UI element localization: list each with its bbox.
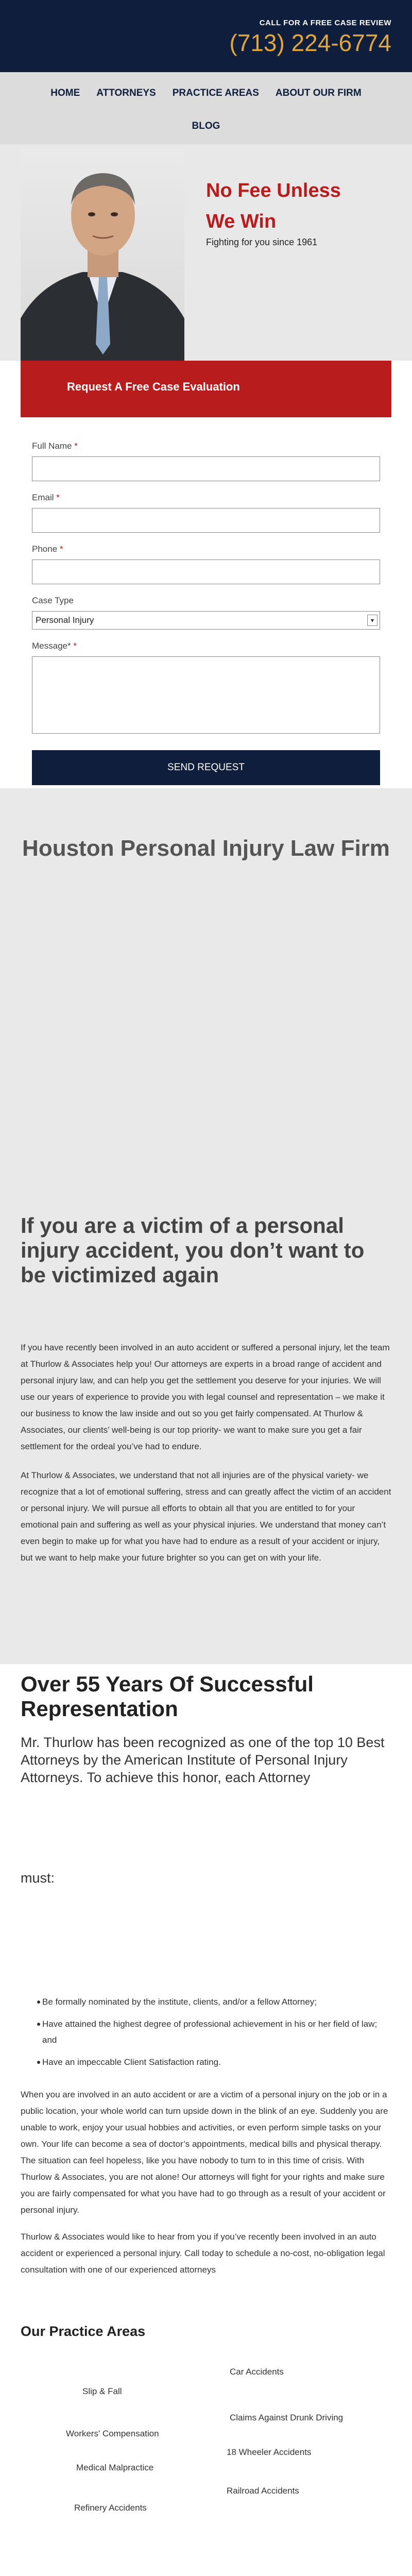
form-heading: Request A Free Case Evaluation: [21, 361, 391, 417]
free-case-review-label: CALL FOR A FREE CASE REVIEW: [259, 19, 391, 27]
practice-area-car-accidents[interactable]: Car Accidents: [230, 2367, 284, 2377]
hero-tagline: Fighting for you since 1961: [206, 237, 318, 247]
header-phone-link[interactable]: (713) 224-6774: [229, 29, 391, 56]
practice-area-slip-fall[interactable]: Slip & Fall: [82, 2386, 122, 2396]
list-item: Have attained the highest degree of professional achievement in his or her field of law; and: [21, 2016, 391, 2048]
requirements-list: [21, 1994, 391, 2076]
practice-area-18-wheeler[interactable]: 18 Wheeler Accidents: [227, 2447, 312, 2457]
attorney-portrait-image: [21, 148, 184, 361]
list-item: Have an impeccable Client Satisfaction rating.: [21, 2054, 391, 2070]
message-field[interactable]: [32, 656, 380, 734]
phone-label: Phone *: [32, 544, 63, 554]
years-intro: Mr. Thurlow has been recognized as one of the top 10 Best Attorneys by the American Institute of Personal Injury Attorneys. To achieve this honor, each Attorney: [21, 1735, 385, 1785]
case-evaluation-form: [21, 361, 391, 788]
chevron-down-icon: ▾: [367, 615, 377, 626]
practice-area-railroad[interactable]: Railroad Accidents: [227, 2486, 299, 2496]
nav-home[interactable]: HOME: [50, 88, 80, 98]
hero-section: [0, 144, 412, 361]
main-nav: [0, 72, 412, 144]
practice-area-drunk-driving[interactable]: Claims Against Drunk Driving: [230, 2413, 344, 2422]
practice-area-medical-malpractice[interactable]: Medical Malpractice: [76, 2463, 154, 2472]
firm-heading: Houston Personal Injury Law Firm: [22, 836, 390, 861]
phone-field[interactable]: [32, 560, 380, 584]
case-type-select[interactable]: [32, 611, 380, 630]
more-paragraph-1: When you are involved in an auto accident or are a victim of a personal injury on the job or in a public location, your whole world can turn upside down in the blink of an eye. Suddenly you are unable to work, enjoy your usual hobbies and activities, or even perform simple tasks on your own. Your life can become a sea of doctor’s appointments, medical bills and physical therapy. The situation can feel hopeless, like you have nobody to turn to in this time of crisis. With Thurlow & Associates, you are not alone! Our attorneys will fight for your rights and make sure you are fairly compensated for what you have had to go through as a result of your accident or personal injury.: [21, 2090, 388, 2215]
nav-about[interactable]: ABOUT OUR FIRM: [275, 88, 362, 98]
victim-heading: If you are a victim of a personal injury accident, you don’t want to be victimized again: [21, 1213, 365, 1287]
practice-area-workers-comp[interactable]: Workers' Compensation: [66, 2429, 159, 2438]
must-label: must:: [21, 1870, 55, 1886]
practice-areas-heading: Our Practice Areas: [21, 2324, 146, 2339]
more-copy: [21, 2087, 391, 2289]
victim-paragraph-2: At Thurlow & Associates, we understand that not all injuries are of the physical variety- we recognize that a lot of emotional suffering, stress and can greatly affect the victim of an accident or personal injury. We will pursue all efforts to obtain all that you are entitled to for your emotional pain and suffering as well as your physical injuries. We understand that money can’t even begin to make up for what you have had to endure as a result of your accident or injury, but we want to help make your future brighter so you can get on with your life.: [21, 1470, 391, 1563]
years-heading: Over 55 Years Of Successful Representation: [21, 1672, 314, 1721]
case-type-value: Personal Injury: [36, 615, 94, 625]
attorney-photo: [21, 148, 184, 361]
more-paragraph-2: Thurlow & Associates would like to hear from you if you’ve recently been involved in an auto accident or experienced a personal injury. Call today to schedule a no-cost, no-obligation legal consultation with one of our experienced attorneys: [21, 2232, 385, 2275]
list-item: Be formally nominated by the institute, clients, and/or a fellow Attorney;: [21, 1994, 391, 2010]
practice-area-refinery[interactable]: Refinery Accidents: [74, 2503, 147, 2513]
nav-blog[interactable]: BLOG: [192, 121, 220, 131]
message-label: Message* *: [32, 641, 77, 651]
hero-title-line1: No Fee Unless: [206, 180, 341, 201]
email-label: Email *: [32, 493, 60, 502]
full-name-label: Full Name *: [32, 441, 78, 451]
victim-paragraph-1: If you have recently been involved in an auto accident or suffered a personal injury, let the team at Thurlow & Associates help you! Our attorneys are experts in a broad range of accident and personal injury law, and can help you get the settlement you deserve for your injuries. We will use our years of experience to provide you with legal counsel and representation – we make it our business to know the law inside and out so you get fairly compensated. At Thurlow & Associates, our clients’ well-being is our top priority- we want to make sure you get a fair settlement for the ordeal you’ve had to endure.: [21, 1343, 390, 1451]
top-bar: [0, 0, 412, 72]
full-name-field[interactable]: [32, 456, 380, 481]
hero-title-line2: We Win: [206, 211, 277, 232]
send-request-button[interactable]: SEND REQUEST: [32, 750, 380, 785]
case-type-label: Case Type: [32, 596, 74, 605]
hero-title: [206, 175, 341, 237]
email-field[interactable]: [32, 508, 380, 533]
victim-copy: [21, 1340, 391, 1579]
nav-attorneys[interactable]: ATTORNEYS: [96, 88, 156, 98]
nav-practice-areas[interactable]: PRACTICE AREAS: [172, 88, 259, 98]
